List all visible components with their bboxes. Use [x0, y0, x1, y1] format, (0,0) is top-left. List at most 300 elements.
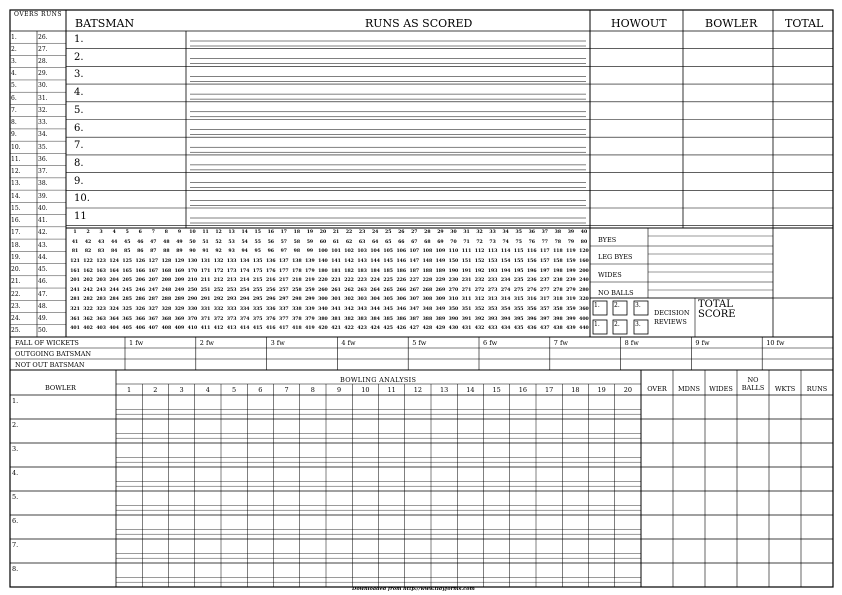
- run-tally-number[interactable]: 328: [161, 307, 172, 313]
- run-tally-number[interactable]: 191: [461, 268, 472, 274]
- run-tally-number[interactable]: 227: [409, 278, 420, 284]
- run-tally-number[interactable]: 373: [226, 316, 237, 322]
- run-tally-number[interactable]: 159: [566, 258, 576, 264]
- run-tally-number[interactable]: 61: [332, 239, 340, 245]
- run-tally-number[interactable]: 187: [409, 268, 420, 274]
- run-tally-number[interactable]: 228: [422, 278, 433, 284]
- run-tally-number[interactable]: 368: [161, 316, 172, 322]
- run-tally-number[interactable]: 86: [137, 249, 144, 255]
- run-tally-number[interactable]: 266: [396, 287, 407, 293]
- run-tally-number[interactable]: 263: [357, 287, 367, 293]
- run-tally-number[interactable]: 204: [109, 278, 119, 284]
- run-tally-number[interactable]: 318: [553, 297, 563, 303]
- run-tally-number[interactable]: 33: [489, 230, 496, 235]
- run-tally-number[interactable]: 356: [526, 307, 537, 313]
- run-tally-number[interactable]: 343: [357, 307, 367, 313]
- run-tally-number[interactable]: 128: [161, 258, 172, 264]
- run-tally-number[interactable]: 424: [370, 326, 380, 332]
- run-tally-number[interactable]: 275: [513, 287, 524, 293]
- run-tally-number[interactable]: 417: [279, 326, 289, 332]
- run-tally-number[interactable]: 360: [579, 307, 589, 313]
- run-tally-number[interactable]: 407: [148, 326, 159, 332]
- run-tally-number[interactable]: 379: [305, 316, 315, 322]
- run-tally-number[interactable]: 217: [279, 278, 289, 284]
- run-tally-number[interactable]: 90: [189, 249, 196, 255]
- run-tally-number[interactable]: 308: [422, 297, 433, 303]
- run-tally-number[interactable]: 31: [463, 230, 470, 235]
- run-tally-number[interactable]: 370: [187, 316, 198, 322]
- run-tally-number[interactable]: 395: [513, 316, 524, 322]
- run-tally-number[interactable]: 122: [83, 258, 93, 264]
- run-tally-number[interactable]: 233: [487, 278, 498, 284]
- run-tally-number[interactable]: 336: [265, 307, 276, 313]
- run-tally-number[interactable]: 273: [487, 287, 498, 293]
- run-tally-number[interactable]: 381: [331, 316, 341, 322]
- run-tally-number[interactable]: 85: [124, 249, 131, 255]
- run-tally-number[interactable]: 294: [239, 297, 250, 303]
- run-tally-number[interactable]: 1: [73, 230, 77, 235]
- run-tally-number[interactable]: 230: [448, 278, 459, 284]
- run-tally-number[interactable]: 423: [357, 326, 367, 332]
- run-tally-number[interactable]: 409: [174, 326, 185, 332]
- run-tally-number[interactable]: 347: [409, 307, 420, 313]
- run-tally-number[interactable]: 432: [474, 326, 485, 332]
- run-tally-number[interactable]: 403: [96, 326, 106, 332]
- run-tally-number[interactable]: 346: [396, 307, 407, 313]
- run-tally-number[interactable]: 184: [370, 268, 380, 274]
- run-tally-number[interactable]: 140: [318, 258, 328, 264]
- run-tally-number[interactable]: 349: [435, 307, 446, 313]
- run-tally-number[interactable]: 415: [252, 326, 263, 332]
- run-tally-number[interactable]: 366: [135, 316, 146, 322]
- run-tally-number[interactable]: 376: [265, 316, 276, 322]
- run-tally-number[interactable]: 150: [448, 258, 459, 264]
- run-tally-number[interactable]: 134: [239, 258, 250, 264]
- run-tally-number[interactable]: 229: [435, 278, 446, 284]
- run-tally-number[interactable]: 77: [541, 239, 549, 245]
- run-tally-number[interactable]: 201: [70, 278, 80, 284]
- run-tally-number[interactable]: 312: [474, 297, 485, 303]
- run-tally-number[interactable]: 27: [411, 230, 418, 235]
- run-tally-number[interactable]: 309: [435, 297, 446, 303]
- run-tally-number[interactable]: 324: [109, 307, 119, 313]
- run-tally-number[interactable]: 174: [239, 268, 250, 274]
- run-tally-number[interactable]: 231: [461, 278, 472, 284]
- run-tally-number[interactable]: 298: [292, 297, 302, 303]
- run-tally-number[interactable]: 387: [409, 316, 420, 322]
- run-tally-number[interactable]: 78: [554, 239, 562, 245]
- run-tally-number[interactable]: 142: [344, 258, 354, 264]
- run-tally-number[interactable]: 9: [177, 230, 182, 235]
- run-tally-number[interactable]: 88: [163, 249, 170, 255]
- run-tally-number[interactable]: 270: [448, 287, 459, 293]
- run-tally-number[interactable]: 358: [553, 307, 563, 313]
- run-tally-number[interactable]: 419: [305, 326, 315, 332]
- run-tally-number[interactable]: 311: [461, 297, 472, 303]
- run-tally-number[interactable]: 268: [422, 287, 433, 293]
- run-tally-number[interactable]: 79: [567, 239, 575, 245]
- run-tally-number[interactable]: 99: [306, 249, 314, 255]
- run-tally-number[interactable]: 340: [318, 307, 328, 313]
- run-tally-number[interactable]: 22: [345, 230, 353, 235]
- run-tally-number[interactable]: 414: [239, 326, 250, 332]
- run-tally-number[interactable]: 327: [148, 307, 159, 313]
- run-tally-number[interactable]: 244: [109, 287, 119, 293]
- run-tally-number[interactable]: 171: [200, 268, 211, 274]
- run-tally-number[interactable]: 135: [252, 258, 263, 264]
- run-tally-number[interactable]: 218: [292, 278, 302, 284]
- run-tally-number[interactable]: 305: [383, 297, 393, 303]
- run-tally-number[interactable]: 197: [540, 268, 550, 274]
- run-tally-number[interactable]: 49: [176, 239, 183, 245]
- run-tally-number[interactable]: 164: [109, 268, 119, 274]
- run-tally-number[interactable]: 390: [448, 316, 459, 322]
- run-tally-number[interactable]: 161: [70, 268, 80, 274]
- run-tally-number[interactable]: 53: [228, 239, 235, 245]
- run-tally-number[interactable]: 124: [109, 258, 119, 264]
- run-tally-number[interactable]: 247: [148, 287, 159, 293]
- run-tally-number[interactable]: 163: [96, 268, 106, 274]
- run-tally-number[interactable]: 304: [370, 297, 380, 303]
- run-tally-number[interactable]: 235: [513, 278, 524, 284]
- run-tally-number[interactable]: 118: [553, 249, 563, 255]
- run-tally-number[interactable]: 252: [213, 287, 224, 293]
- run-tally-number[interactable]: 355: [513, 307, 524, 313]
- run-tally-number[interactable]: 371: [200, 316, 211, 322]
- run-tally-number[interactable]: 117: [540, 249, 550, 255]
- run-tally-number[interactable]: 436: [526, 326, 537, 332]
- run-tally-number[interactable]: 357: [540, 307, 550, 313]
- run-tally-number[interactable]: 58: [293, 239, 301, 245]
- run-tally-number[interactable]: 139: [305, 258, 315, 264]
- run-tally-number[interactable]: 216: [265, 278, 276, 284]
- run-tally-number[interactable]: 281: [70, 297, 80, 303]
- run-tally-number[interactable]: 42: [84, 239, 92, 245]
- run-tally-number[interactable]: 237: [540, 278, 550, 284]
- run-tally-number[interactable]: 413: [226, 326, 237, 332]
- run-tally-number[interactable]: 351: [461, 307, 472, 313]
- run-tally-number[interactable]: 188: [422, 268, 433, 274]
- run-tally-number[interactable]: 422: [344, 326, 354, 332]
- run-tally-number[interactable]: 240: [579, 278, 589, 284]
- run-tally-number[interactable]: 40: [580, 230, 588, 235]
- run-tally-number[interactable]: 15: [254, 230, 261, 235]
- run-tally-number[interactable]: 223: [357, 278, 367, 284]
- run-tally-number[interactable]: 329: [174, 307, 185, 313]
- run-tally-number[interactable]: 165: [122, 268, 132, 274]
- run-tally-number[interactable]: 396: [526, 316, 537, 322]
- run-tally-number[interactable]: 84: [110, 249, 118, 255]
- run-tally-number[interactable]: 101: [331, 249, 341, 255]
- run-tally-number[interactable]: 241: [70, 287, 80, 293]
- run-tally-number[interactable]: 98: [293, 249, 301, 255]
- run-tally-number[interactable]: 338: [292, 307, 302, 313]
- run-tally-number[interactable]: 148: [422, 258, 433, 264]
- run-tally-number[interactable]: 181: [331, 268, 341, 274]
- run-tally-number[interactable]: 410: [187, 326, 198, 332]
- run-tally-number[interactable]: 133: [226, 258, 237, 264]
- run-tally-number[interactable]: 177: [279, 268, 289, 274]
- run-tally-number[interactable]: 97: [280, 249, 288, 255]
- run-tally-number[interactable]: 326: [135, 307, 146, 313]
- run-tally-number[interactable]: 279: [566, 287, 576, 293]
- run-tally-number[interactable]: 205: [122, 278, 132, 284]
- run-tally-number[interactable]: 299: [305, 297, 315, 303]
- run-tally-number[interactable]: 126: [135, 258, 146, 264]
- run-tally-number[interactable]: 365: [122, 316, 132, 322]
- run-tally-number[interactable]: 119: [566, 249, 576, 255]
- run-tally-number[interactable]: 106: [396, 249, 407, 255]
- run-tally-number[interactable]: 377: [279, 316, 289, 322]
- run-tally-number[interactable]: 160: [579, 258, 589, 264]
- run-tally-number[interactable]: 439: [566, 326, 576, 332]
- run-tally-number[interactable]: 251: [200, 287, 211, 293]
- run-tally-number[interactable]: 290: [187, 297, 198, 303]
- run-tally-number[interactable]: 185: [383, 268, 393, 274]
- run-tally-number[interactable]: 125: [122, 258, 132, 264]
- run-tally-number[interactable]: 302: [344, 297, 354, 303]
- run-tally-number[interactable]: 288: [161, 297, 172, 303]
- run-tally-number[interactable]: 109: [435, 249, 446, 255]
- run-tally-number[interactable]: 30: [450, 230, 457, 235]
- run-tally-number[interactable]: 367: [148, 316, 159, 322]
- run-tally-number[interactable]: 284: [109, 297, 119, 303]
- run-tally-number[interactable]: 113: [487, 249, 498, 255]
- run-tally-number[interactable]: 52: [215, 239, 222, 245]
- run-tally-number[interactable]: 301: [331, 297, 341, 303]
- run-tally-number[interactable]: 68: [424, 239, 431, 245]
- run-tally-number[interactable]: 172: [213, 268, 224, 274]
- run-tally-number[interactable]: 69: [437, 239, 444, 245]
- run-tally-number[interactable]: 271: [461, 287, 472, 293]
- run-tally-number[interactable]: 401: [70, 326, 80, 332]
- run-tally-number[interactable]: 182: [344, 268, 354, 274]
- run-tally-number[interactable]: 404: [109, 326, 119, 332]
- run-tally-number[interactable]: 374: [239, 316, 250, 322]
- run-tally-number[interactable]: 157: [540, 258, 550, 264]
- run-tally-number[interactable]: 65: [385, 239, 392, 245]
- run-tally-number[interactable]: 66: [398, 239, 405, 245]
- run-tally-number[interactable]: 24: [371, 230, 379, 235]
- run-tally-number[interactable]: 38: [554, 230, 562, 235]
- run-tally-number[interactable]: 277: [540, 287, 550, 293]
- run-tally-number[interactable]: 189: [435, 268, 446, 274]
- run-tally-number[interactable]: 4: [112, 230, 116, 235]
- run-tally-number[interactable]: 18: [293, 230, 301, 235]
- run-tally-number[interactable]: 332: [213, 307, 224, 313]
- run-tally-number[interactable]: 438: [553, 326, 563, 332]
- run-tally-number[interactable]: 41: [71, 239, 79, 245]
- run-tally-number[interactable]: 434: [500, 326, 511, 332]
- run-tally-number[interactable]: 57: [280, 239, 288, 245]
- run-tally-number[interactable]: 239: [566, 278, 576, 284]
- run-tally-number[interactable]: 166: [135, 268, 146, 274]
- run-tally-number[interactable]: 334: [239, 307, 250, 313]
- run-tally-number[interactable]: 50: [189, 239, 196, 245]
- run-tally-number[interactable]: 193: [487, 268, 498, 274]
- run-tally-number[interactable]: 215: [252, 278, 263, 284]
- run-tally-number[interactable]: 272: [474, 287, 485, 293]
- run-tally-number[interactable]: 112: [474, 249, 485, 255]
- run-tally-number[interactable]: 176: [265, 268, 276, 274]
- run-tally-number[interactable]: 421: [331, 326, 341, 332]
- run-tally-number[interactable]: 7: [151, 230, 155, 235]
- run-tally-number[interactable]: 110: [448, 249, 459, 255]
- run-tally-number[interactable]: 74: [502, 239, 509, 245]
- run-tally-number[interactable]: 362: [83, 316, 93, 322]
- run-tally-number[interactable]: 87: [150, 249, 157, 255]
- run-tally-number[interactable]: 278: [553, 287, 563, 293]
- run-tally-number[interactable]: 162: [83, 268, 93, 274]
- run-tally-number[interactable]: 378: [292, 316, 302, 322]
- run-tally-number[interactable]: 180: [318, 268, 328, 274]
- run-tally-number[interactable]: 320: [579, 297, 589, 303]
- run-tally-number[interactable]: 427: [409, 326, 420, 332]
- run-tally-number[interactable]: 209: [174, 278, 185, 284]
- run-tally-number[interactable]: 353: [487, 307, 498, 313]
- run-tally-number[interactable]: 219: [305, 278, 315, 284]
- run-tally-number[interactable]: 108: [422, 249, 433, 255]
- run-tally-number[interactable]: 264: [370, 287, 380, 293]
- run-tally-number[interactable]: 16: [267, 230, 274, 235]
- run-tally-number[interactable]: 260: [318, 287, 328, 293]
- run-tally-number[interactable]: 137: [279, 258, 289, 264]
- run-tally-number[interactable]: 36: [528, 230, 535, 235]
- run-tally-number[interactable]: 92: [215, 249, 222, 255]
- run-tally-number[interactable]: 440: [579, 326, 589, 332]
- run-tally-number[interactable]: 267: [409, 287, 420, 293]
- run-tally-number[interactable]: 335: [252, 307, 263, 313]
- run-tally-number[interactable]: 146: [396, 258, 407, 264]
- run-tally-number[interactable]: 287: [148, 297, 159, 303]
- run-tally-number[interactable]: 72: [476, 239, 483, 245]
- run-tally-number[interactable]: 222: [344, 278, 354, 284]
- run-tally-number[interactable]: 307: [409, 297, 420, 303]
- run-tally-number[interactable]: 258: [292, 287, 302, 293]
- run-tally-number[interactable]: 389: [435, 316, 446, 322]
- run-tally-number[interactable]: 145: [383, 258, 393, 264]
- run-tally-number[interactable]: 60: [319, 239, 327, 245]
- run-tally-number[interactable]: 274: [500, 287, 511, 293]
- run-tally-number[interactable]: 212: [213, 278, 224, 284]
- run-tally-number[interactable]: 89: [176, 249, 183, 255]
- run-tally-number[interactable]: 169: [174, 268, 185, 274]
- run-tally-number[interactable]: 359: [566, 307, 576, 313]
- run-tally-number[interactable]: 433: [487, 326, 498, 332]
- run-tally-number[interactable]: 303: [357, 297, 367, 303]
- run-tally-number[interactable]: 246: [135, 287, 146, 293]
- run-tally-number[interactable]: 386: [396, 316, 407, 322]
- run-tally-number[interactable]: 51: [202, 239, 209, 245]
- run-tally-number[interactable]: 325: [122, 307, 132, 313]
- run-tally-number[interactable]: 430: [448, 326, 459, 332]
- run-tally-number[interactable]: 21: [332, 230, 340, 235]
- run-tally-number[interactable]: 428: [422, 326, 433, 332]
- run-tally-number[interactable]: 437: [540, 326, 550, 332]
- run-tally-number[interactable]: 45: [124, 239, 131, 245]
- run-tally-number[interactable]: 75: [515, 239, 522, 245]
- run-tally-number[interactable]: 383: [357, 316, 367, 322]
- run-tally-number[interactable]: 129: [174, 258, 185, 264]
- run-tally-number[interactable]: 226: [396, 278, 407, 284]
- run-tally-number[interactable]: 80: [580, 239, 588, 245]
- run-tally-number[interactable]: 269: [435, 287, 446, 293]
- run-tally-number[interactable]: 245: [122, 287, 132, 293]
- run-tally-number[interactable]: 214: [239, 278, 250, 284]
- run-tally-number[interactable]: 138: [292, 258, 302, 264]
- run-tally-number[interactable]: 256: [265, 287, 276, 293]
- run-tally-number[interactable]: 236: [526, 278, 537, 284]
- run-tally-number[interactable]: 19: [306, 230, 314, 235]
- run-tally-number[interactable]: 114: [500, 249, 511, 255]
- run-tally-number[interactable]: 293: [226, 297, 237, 303]
- run-tally-number[interactable]: 144: [370, 258, 380, 264]
- run-tally-number[interactable]: 170: [187, 268, 198, 274]
- run-tally-number[interactable]: 361: [70, 316, 80, 322]
- run-tally-number[interactable]: 190: [448, 268, 459, 274]
- run-tally-number[interactable]: 354: [500, 307, 511, 313]
- run-tally-number[interactable]: 203: [96, 278, 106, 284]
- run-tally-number[interactable]: 54: [241, 239, 248, 245]
- run-tally-number[interactable]: 43: [97, 239, 105, 245]
- run-tally-number[interactable]: 39: [567, 230, 575, 235]
- run-tally-number[interactable]: 136: [265, 258, 276, 264]
- run-tally-number[interactable]: 221: [331, 278, 341, 284]
- run-tally-number[interactable]: 199: [566, 268, 576, 274]
- run-tally-number[interactable]: 297: [279, 297, 289, 303]
- run-tally-number[interactable]: 280: [579, 287, 589, 293]
- run-tally-number[interactable]: 416: [265, 326, 276, 332]
- run-tally-number[interactable]: 331: [200, 307, 211, 313]
- run-tally-number[interactable]: 151: [461, 258, 472, 264]
- run-tally-number[interactable]: 147: [409, 258, 420, 264]
- run-tally-number[interactable]: 369: [174, 316, 185, 322]
- run-tally-number[interactable]: 103: [357, 249, 367, 255]
- run-tally-number[interactable]: 411: [200, 326, 211, 332]
- run-tally-number[interactable]: 47: [150, 239, 157, 245]
- run-tally-number[interactable]: 183: [357, 268, 367, 274]
- run-tally-number[interactable]: 2: [86, 230, 90, 235]
- run-tally-number[interactable]: 224: [370, 278, 380, 284]
- run-tally-number[interactable]: 254: [239, 287, 250, 293]
- run-tally-number[interactable]: 313: [487, 297, 498, 303]
- run-tally-number[interactable]: 250: [187, 287, 198, 293]
- run-tally-number[interactable]: 286: [135, 297, 146, 303]
- run-tally-number[interactable]: 207: [148, 278, 159, 284]
- run-tally-number[interactable]: 321: [70, 307, 80, 313]
- run-tally-number[interactable]: 192: [474, 268, 485, 274]
- run-tally-number[interactable]: 67: [411, 239, 418, 245]
- run-tally-number[interactable]: 292: [213, 297, 224, 303]
- run-tally-number[interactable]: 167: [148, 268, 159, 274]
- run-tally-number[interactable]: 316: [526, 297, 537, 303]
- run-tally-number[interactable]: 123: [96, 258, 106, 264]
- run-tally-number[interactable]: 400: [579, 316, 589, 322]
- run-tally-number[interactable]: 8: [164, 230, 168, 235]
- run-tally-number[interactable]: 310: [448, 297, 459, 303]
- run-tally-number[interactable]: 300: [318, 297, 328, 303]
- run-tally-number[interactable]: 295: [252, 297, 263, 303]
- run-tally-number[interactable]: 314: [500, 297, 511, 303]
- run-tally-number[interactable]: 3: [99, 230, 103, 235]
- run-tally-number[interactable]: 200: [579, 268, 589, 274]
- run-tally-number[interactable]: 173: [226, 268, 237, 274]
- run-tally-number[interactable]: 285: [122, 297, 132, 303]
- run-tally-number[interactable]: 397: [540, 316, 550, 322]
- run-tally-number[interactable]: 341: [331, 307, 341, 313]
- run-tally-number[interactable]: 306: [396, 297, 407, 303]
- run-tally-number[interactable]: 261: [331, 287, 341, 293]
